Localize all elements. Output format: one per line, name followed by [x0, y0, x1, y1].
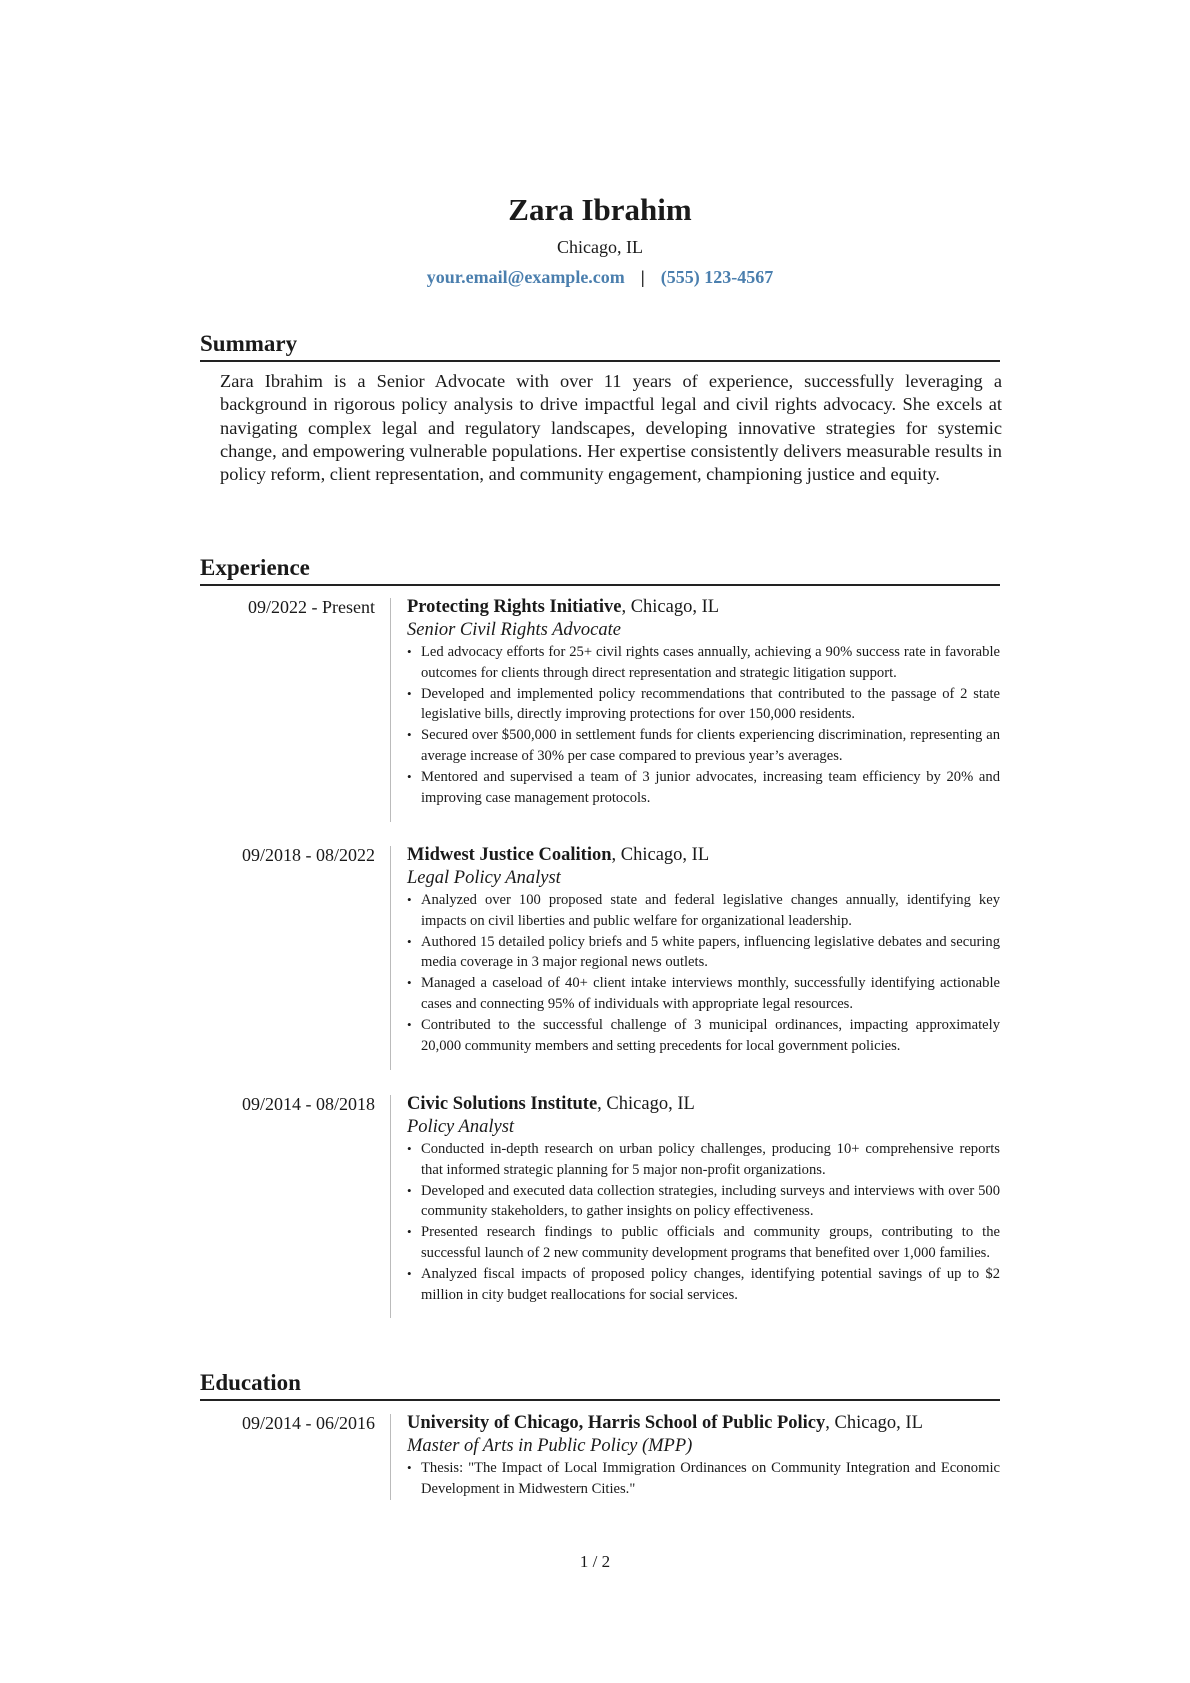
organization-location: , Chicago, IL: [611, 845, 710, 865]
entry-organization: [407, 844, 1000, 867]
bullet-item: • Developed and executed data collection strategies, including surveys and interviews with over 500 community stakeholders, to gather insights on policy effectiveness.: [407, 1181, 1000, 1223]
bullet-item: • Authored 15 detailed policy briefs and 5 white papers, influencing legislative debates and securing media coverage in 3 major regional news outlets.: [407, 932, 1000, 974]
timeline-rule: [390, 846, 391, 1070]
bullet-item: • Secured over $500,000 in settlement funds for clients experiencing discrimination, representing an average increase of 30% per case compared to previous year’s averages.: [407, 725, 1000, 767]
bullet-item: • Conducted in-depth research on urban policy challenges, producing 10+ comprehensive reports that informed strategic planning for 5 major non-profit organizations.: [407, 1139, 1000, 1181]
entry-body: [407, 1412, 1000, 1500]
organization-name: University of Chicago, Harris School of Public Policy: [407, 1413, 826, 1433]
experience-heading: Experience: [200, 554, 1000, 586]
candidate-name: Zara Ibrahim: [508, 192, 692, 227]
phone-link[interactable]: (555) 123-4567: [660, 267, 774, 287]
bullet-item: • Analyzed over 100 proposed state and federal legislative changes annually, identifying key impacts on civil liberties and public welfare for organizational leadership.: [407, 890, 1000, 932]
organization-location: , Chicago, IL: [621, 597, 720, 617]
timeline-rule: [390, 1095, 391, 1318]
bullet-list: [407, 642, 1000, 808]
entry-date: 09/2022 - Present: [248, 597, 375, 617]
organization-location: , Chicago, IL: [825, 1413, 923, 1433]
bullet-item: • Thesis: "The Impact of Local Immigration Ordinances on Community Integration and Economic Development in Midwestern Cities.": [407, 1458, 1000, 1500]
bullet-item: • Contributed to the successful challenge of 3 municipal ordinances, impacting approximately 20,000 community members and setting precedents for local government policies.: [407, 1015, 1000, 1057]
organization-name: Midwest Justice Coalition: [407, 845, 612, 865]
entry-role: Policy Analyst: [407, 1117, 515, 1137]
bullet-item: • Led advocacy efforts for 25+ civil rights cases annually, achieving a 90% success rate in favorable outcomes for clients through direct representation and strategic litigation support.: [407, 642, 1000, 684]
entry-date: 09/2014 - 06/2016: [242, 1413, 375, 1433]
entry-date: 09/2014 - 08/2018: [242, 1094, 375, 1114]
entry-body: [407, 1093, 1000, 1305]
entry-role: Senior Civil Rights Advocate: [407, 620, 621, 640]
bullet-list: [407, 890, 1000, 1056]
page-number: 1 / 2: [579, 1552, 611, 1571]
resume-header: [200, 190, 1000, 288]
entry-organization: [407, 1093, 1000, 1116]
candidate-location: Chicago, IL: [557, 237, 643, 257]
entry-body: [407, 596, 1000, 808]
entry-organization: [407, 596, 1000, 619]
bullet-item: • Mentored and supervised a team of 3 junior advocates, increasing team efficiency by 20% and improving case management protocols.: [407, 767, 1000, 809]
entry-role: Master of Arts in Public Policy (MPP): [407, 1436, 693, 1456]
contact-separator: |: [640, 267, 645, 287]
email-link[interactable]: your.email@example.com: [426, 267, 625, 287]
organization-name: Protecting Rights Initiative: [407, 597, 622, 617]
entry-body: [407, 844, 1000, 1056]
organization-location: , Chicago, IL: [597, 1094, 695, 1114]
entry-date: 09/2018 - 08/2022: [242, 845, 375, 865]
timeline-rule: [390, 1414, 391, 1500]
entry-role: Legal Policy Analyst: [407, 868, 561, 888]
organization-name: Civic Solutions Institute: [407, 1094, 598, 1114]
timeline-rule: [390, 598, 391, 822]
bullet-item: • Analyzed fiscal impacts of proposed policy changes, identifying potential savings of up to $2 million in city budget reallocations for social services.: [407, 1264, 1000, 1306]
summary-text: Zara Ibrahim is a Senior Advocate with over 11 years of experience, successfully leveraging a background in rigorous policy analysis to drive impactful legal and civil rights advocacy. She excels at navigating complex legal and regulatory landscapes, developing innovative strategies for systemic change, and empowering vulnerable populations. Her expertise consistently delivers measurable results in policy reform, client representation, and community engagement, championing justice and equity.: [220, 371, 1002, 485]
summary-heading: Summary: [200, 330, 1000, 362]
bullet-item: • Managed a caseload of 40+ client intake interviews monthly, successfully identifying actionable cases and connecting 95% of individuals with appropriate legal resources.: [407, 973, 1000, 1015]
bullet-list: [407, 1458, 1000, 1500]
entry-organization: [407, 1412, 1000, 1435]
bullet-list: [407, 1139, 1000, 1305]
bullet-item: • Presented research findings to public officials and community groups, contributing to the successful launch of 2 new community development programs that benefited over 1,000 families.: [407, 1222, 1000, 1264]
contact-line: [200, 266, 1000, 288]
education-heading: Education: [200, 1369, 1000, 1401]
bullet-item: • Developed and implemented policy recommendations that contributed to the passage of 2 state legislative bills, directly improving protections for over 150,000 residents.: [407, 684, 1000, 726]
